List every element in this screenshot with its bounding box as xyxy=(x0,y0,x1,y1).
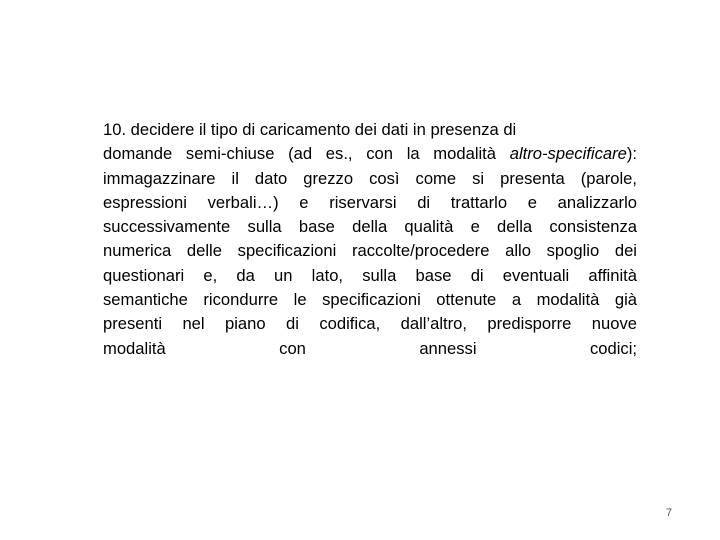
paragraph-line-5: successivamente sulla base della qualità e della consistenza xyxy=(103,217,637,237)
paragraph-line-7: questionari e, da un lato, sulla base di eventuali affinità xyxy=(103,265,637,285)
italic-term: altro-specificare xyxy=(509,144,627,164)
paragraph-line-2-end: ): xyxy=(626,144,637,164)
paragraph-line-8: semantiche ricondurre le specificazioni ottenute a modalità già xyxy=(103,290,637,310)
body-paragraph xyxy=(103,118,637,361)
paragraph-line-6: numerica delle specificazioni raccolte/procedere allo spoglio dei xyxy=(103,241,637,261)
paragraph-line-9: presenti nel piano di codifica, dall’altro, predisporre nuove xyxy=(103,314,637,334)
paragraph-line-3: immagazzinare il dato grezzo così come si presenta (parole, xyxy=(103,168,637,188)
page-number: 7 xyxy=(666,507,673,519)
paragraph-line-4: espressioni verbali…) e riservarsi di trattarlo e analizzarlo xyxy=(103,192,637,212)
paragraph-line-2-start: domande semi-chiuse (ad es., con la modalità xyxy=(103,144,510,164)
paragraph-line-2 xyxy=(103,142,637,166)
paragraph-line-10: modalità con annessi codici; xyxy=(103,338,637,358)
paragraph-line-1: 10. decidere il tipo di caricamento dei dati in presenza di xyxy=(103,120,517,139)
